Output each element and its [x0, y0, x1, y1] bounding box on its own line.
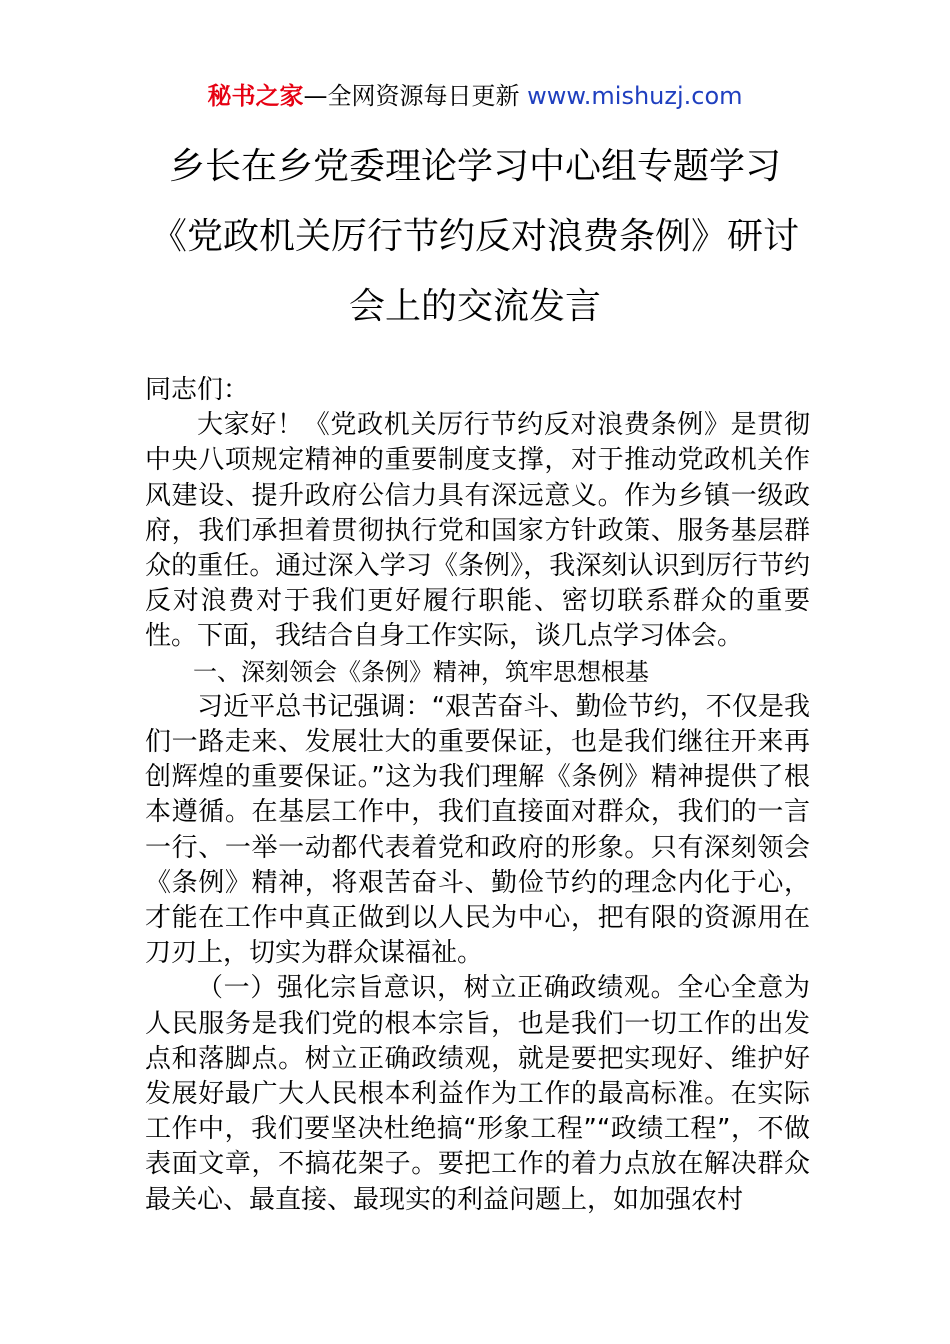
title-line-1: 乡长在乡党委理论学习中心组专题学习: [168, 146, 781, 187]
site-brand: 秘书之家: [207, 82, 304, 110]
paragraph-section-1: 习近平总书记强调：“艰苦奋斗、勤俭节约，不仅是我们一路走来、发展壮大的重要保证，也是我们继往开来再创辉煌的重要保证。”这为我们理解《条例》精神提供了根本遵循。在基层工作中，我们直接面对群众，我们的一言一行、一举一动都代表着党和政府的形象。只有深刻领会《条例》精神，将艰苦奋斗、勤俭节约的理念内化于心，才能在工作中真正做到以人民为中心，把有限的资源用在刀刃上，切实为群众谋福祉。: [145, 691, 810, 969]
salutation: 同志们：: [145, 375, 250, 405]
section-heading-1: 一、深刻领会《条例》精神，筑牢思想根基: [193, 657, 649, 686]
paragraph-subsection-1: （一）强化宗旨意识，树立正确政绩观。全心全意为人民服务是我们党的根本宗旨，也是我们一切工作的出发点和落脚点。树立正确政绩观，就是要把实现好、维护好发展好最广大人民根本利益作为工作的最高标准。在实际工作中，我们要坚决杜绝搞“形象工程”“政绩工程”，不做表面文章，不搞花架子。要把工作的着力点放在解决群众最关心、最直接、最现实的利益问题上，如加强农村: [145, 973, 810, 1215]
site-header: [0, 80, 950, 112]
paragraph-intro: 大家好！《党政机关厉行节约反对浪费条例》是贯彻中央八项规定精神的重要制度支撑，对于推动党政机关作风建设、提升政府公信力具有深远意义。作为乡镇一级政府，我们承担着贯彻执行党和国家方针政策、服务基层群众的重任。通过深入学习《条例》，我深刻认识到厉行节约反对浪费对于我们更好履行职能、密切联系群众的重要性。下面，我结合自身工作实际，谈几点学习体会。: [145, 410, 810, 652]
title-line-2: 《党政机关厉行节约反对浪费条例》研讨: [150, 216, 799, 257]
title-line-3: 会上的交流发言: [348, 286, 601, 327]
site-tagline: —全网资源每日更新: [303, 82, 520, 110]
site-url-link[interactable]: www.mishuzj.com: [527, 82, 743, 110]
document-title: [100, 132, 850, 342]
document-body: [145, 373, 810, 1218]
